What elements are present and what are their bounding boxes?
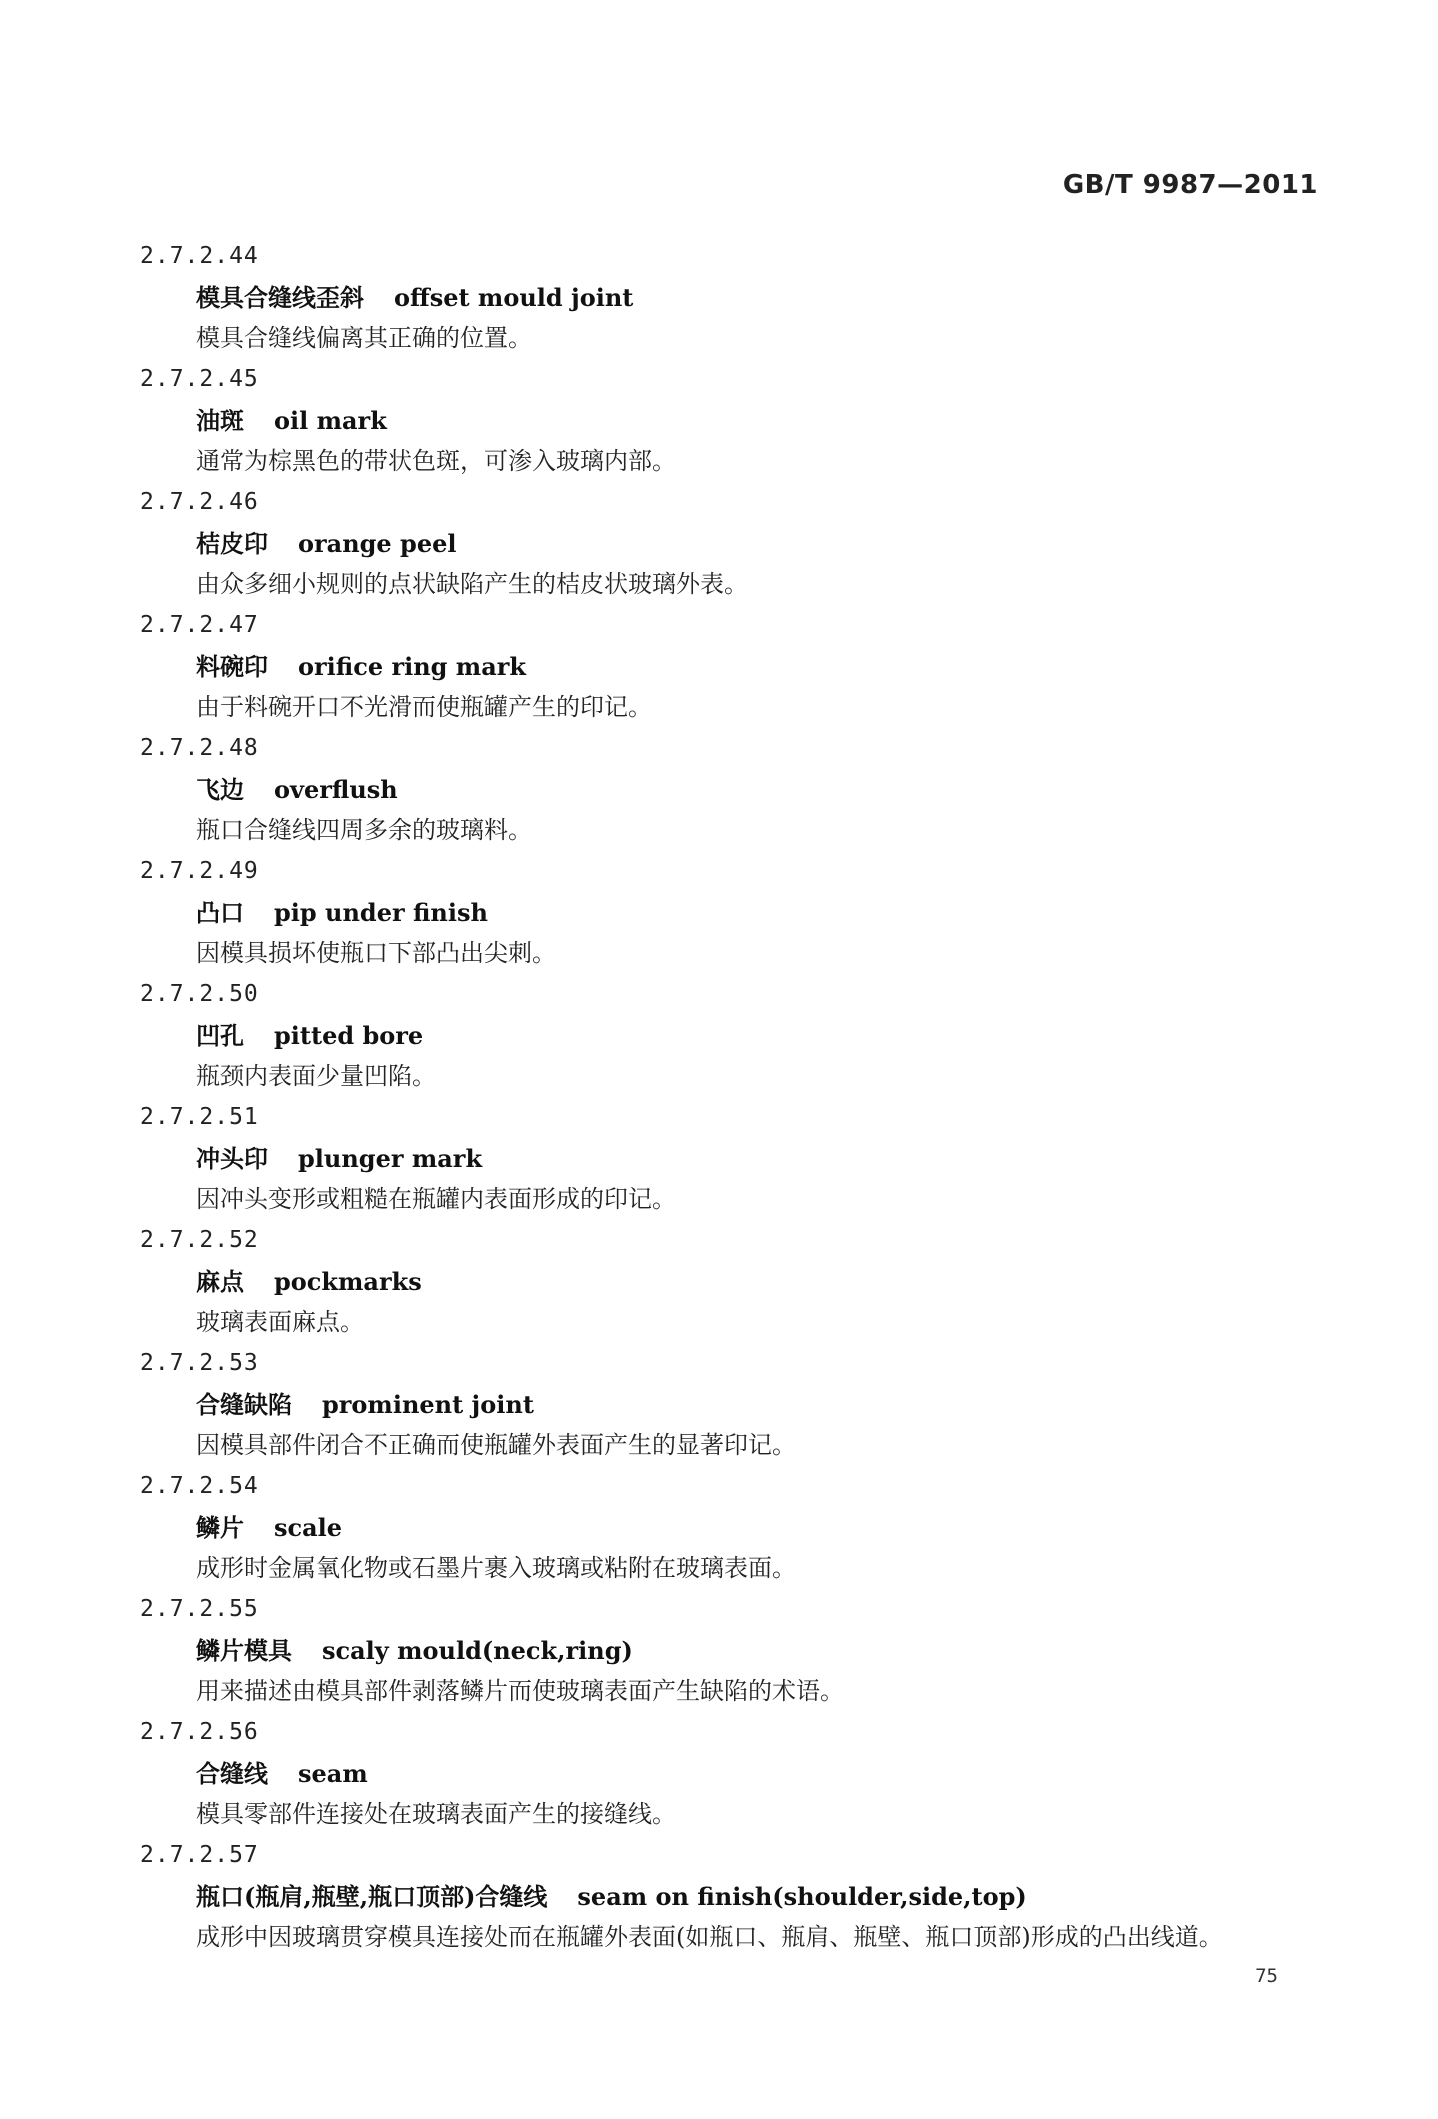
entry-term xyxy=(140,1507,1320,1548)
term-chinese: 凹孔 xyxy=(196,1021,244,1050)
term-chinese: 瓶口(瓶肩,瓶壁,瓶口顶部)合缝线 xyxy=(196,1882,548,1911)
entry-term xyxy=(140,1876,1320,1917)
entry-definition: 由于料碗开口不光滑而使瓶罐产生的印记。 xyxy=(196,693,652,721)
entry-definition: 成形中因玻璃贯穿模具连接处而在瓶罐外表面(如瓶口、瓶肩、瓶壁、瓶口顶部)形成的凸出线道。 xyxy=(196,1923,1223,1951)
term-entry xyxy=(140,1835,1320,1958)
term-chinese: 合缝线 xyxy=(196,1759,268,1788)
entry-definition: 因冲头变形或粗糙在瓶罐内表面形成的印记。 xyxy=(196,1185,676,1213)
entry-term xyxy=(140,1138,1320,1179)
term-entry xyxy=(140,1712,1320,1835)
term-chinese: 麻点 xyxy=(196,1267,244,1296)
term-chinese: 桔皮印 xyxy=(196,529,268,558)
term-entry xyxy=(140,974,1320,1097)
entry-term xyxy=(140,646,1320,687)
term-english: scale xyxy=(274,1513,343,1542)
entry-definition: 通常为棕黑色的带状色斑，可渗入玻璃内部。 xyxy=(196,447,676,475)
entry-term xyxy=(140,1753,1320,1794)
term-entry xyxy=(140,1343,1320,1466)
entry-term xyxy=(140,1015,1320,1056)
entry-number: 2.7.2.50 xyxy=(140,981,259,1007)
term-english: offset mould joint xyxy=(394,283,634,312)
entry-definition: 模具零部件连接处在玻璃表面产生的接缝线。 xyxy=(196,1800,676,1828)
page-header-standard: GB/T 9987—2011 xyxy=(1062,170,1318,200)
term-chinese: 飞边 xyxy=(196,775,244,804)
entry-number: 2.7.2.55 xyxy=(140,1596,259,1622)
term-english: orifice ring mark xyxy=(298,652,527,681)
entry-number: 2.7.2.44 xyxy=(140,243,259,269)
term-entry xyxy=(140,728,1320,851)
entry-number: 2.7.2.51 xyxy=(140,1104,259,1130)
entry-definition: 由众多细小规则的点状缺陷产生的桔皮状玻璃外表。 xyxy=(196,570,748,598)
entry-number: 2.7.2.49 xyxy=(140,858,259,884)
entry-number: 2.7.2.48 xyxy=(140,735,259,761)
term-chinese: 凸口 xyxy=(196,898,244,927)
entry-number: 2.7.2.56 xyxy=(140,1719,259,1745)
term-chinese: 料碗印 xyxy=(196,652,268,681)
term-english: pip under finish xyxy=(274,898,488,927)
term-chinese: 鳞片模具 xyxy=(196,1636,292,1665)
entry-number: 2.7.2.47 xyxy=(140,612,259,638)
term-entry xyxy=(140,482,1320,605)
term-english: seam on finish(shoulder,side,top) xyxy=(577,1882,1027,1911)
entry-number: 2.7.2.52 xyxy=(140,1227,259,1253)
term-english: overflush xyxy=(274,775,398,804)
entry-term xyxy=(140,1261,1320,1302)
entry-definition: 因模具部件闭合不正确而使瓶罐外表面产生的显著印记。 xyxy=(196,1431,796,1459)
entry-definition: 模具合缝线偏离其正确的位置。 xyxy=(196,324,532,352)
entry-term xyxy=(140,769,1320,810)
entry-number: 2.7.2.57 xyxy=(140,1842,259,1868)
entry-definition: 瓶口合缝线四周多余的玻璃料。 xyxy=(196,816,532,844)
term-english: scaly mould(neck,ring) xyxy=(322,1636,633,1665)
term-english: orange peel xyxy=(298,529,457,558)
term-entry xyxy=(140,1589,1320,1712)
term-english: oil mark xyxy=(274,406,387,435)
term-entry xyxy=(140,1097,1320,1220)
term-chinese: 合缝缺陷 xyxy=(196,1390,292,1419)
term-chinese: 鳞片 xyxy=(196,1513,244,1542)
term-entry xyxy=(140,851,1320,974)
term-english: plunger mark xyxy=(298,1144,483,1173)
entry-term xyxy=(140,892,1320,933)
entry-number: 2.7.2.45 xyxy=(140,366,259,392)
page-number: 75 xyxy=(1255,1965,1278,1987)
entry-definition: 因模具损坏使瓶口下部凸出尖刺。 xyxy=(196,939,556,967)
term-entry xyxy=(140,359,1320,482)
term-chinese: 油斑 xyxy=(196,406,244,435)
entry-number: 2.7.2.54 xyxy=(140,1473,259,1499)
term-entry xyxy=(140,1220,1320,1343)
entry-term xyxy=(140,1630,1320,1671)
term-entry xyxy=(140,236,1320,359)
entry-definition: 玻璃表面麻点。 xyxy=(196,1308,364,1336)
entry-definition: 成形时金属氧化物或石墨片裹入玻璃或粘附在玻璃表面。 xyxy=(196,1554,796,1582)
entry-term xyxy=(140,277,1320,318)
entry-definition: 用来描述由模具部件剥落鳞片而使玻璃表面产生缺陷的术语。 xyxy=(196,1677,844,1705)
entry-number: 2.7.2.46 xyxy=(140,489,259,515)
entry-definition: 瓶颈内表面少量凹陷。 xyxy=(196,1062,436,1090)
term-english: seam xyxy=(298,1759,368,1788)
entry-term xyxy=(140,523,1320,564)
entry-term xyxy=(140,400,1320,441)
term-entry xyxy=(140,1466,1320,1589)
term-english: pockmarks xyxy=(274,1267,422,1296)
term-entry xyxy=(140,605,1320,728)
term-chinese: 冲头印 xyxy=(196,1144,268,1173)
term-english: pitted bore xyxy=(274,1021,424,1050)
term-entries xyxy=(140,236,1320,1958)
term-english: prominent joint xyxy=(322,1390,534,1419)
term-chinese: 模具合缝线歪斜 xyxy=(196,283,364,312)
entry-term xyxy=(140,1384,1320,1425)
entry-number: 2.7.2.53 xyxy=(140,1350,259,1376)
